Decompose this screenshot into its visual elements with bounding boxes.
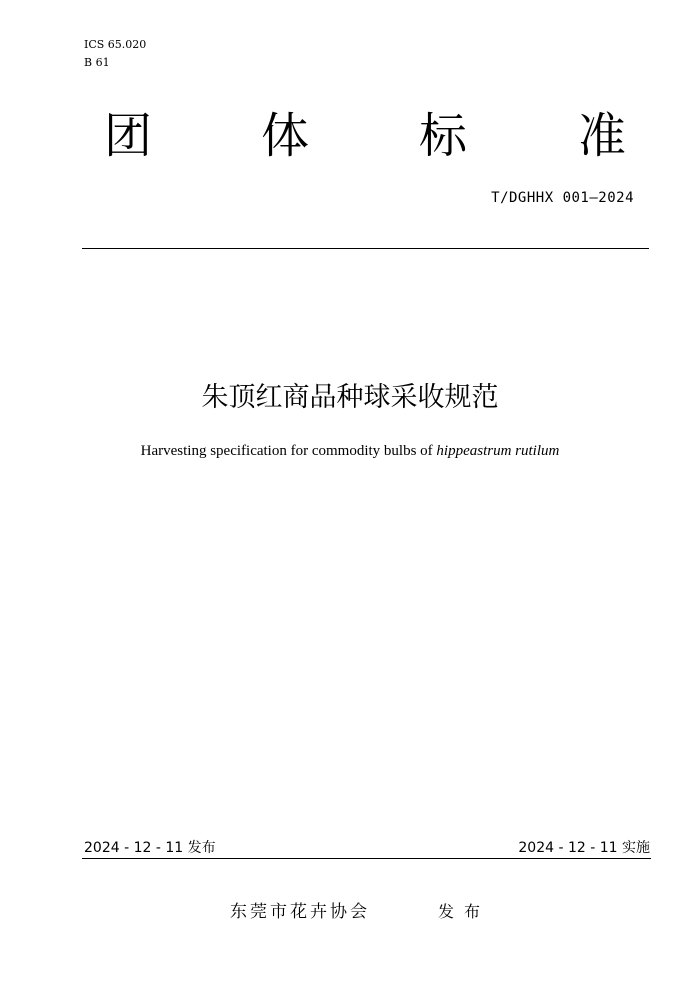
publish-label: 发布 xyxy=(438,902,491,921)
standard-number: T/DGHHX 001—2024 xyxy=(491,190,634,206)
implementation-date: 2024 - 12 - 11 实施 xyxy=(518,840,650,856)
top-divider xyxy=(82,248,649,249)
standard-type-heading xyxy=(0,108,700,168)
chinese-title: 朱顶红商品种球采收规范 xyxy=(201,382,499,413)
english-title xyxy=(0,440,700,462)
ccs-code: B 61 xyxy=(84,56,110,69)
english-title-prefix: Harvesting specification for commodity bulbs of xyxy=(140,443,437,459)
bottom-divider xyxy=(82,858,651,859)
release-date: 2024 - 12 - 11 发布 xyxy=(84,840,216,856)
classification-codes xyxy=(84,36,146,72)
standard-type-char-2: 体 xyxy=(261,108,310,164)
english-title-species: hippeastrum rutilum xyxy=(436,443,560,459)
standard-type-char-1: 团 xyxy=(104,108,153,164)
ics-code: ICS 65.020 xyxy=(84,38,147,51)
standard-type-char-4: 准 xyxy=(578,108,627,164)
standard-type-char-3: 标 xyxy=(419,108,468,164)
publisher-name: 东莞市花卉协会 xyxy=(230,902,370,922)
